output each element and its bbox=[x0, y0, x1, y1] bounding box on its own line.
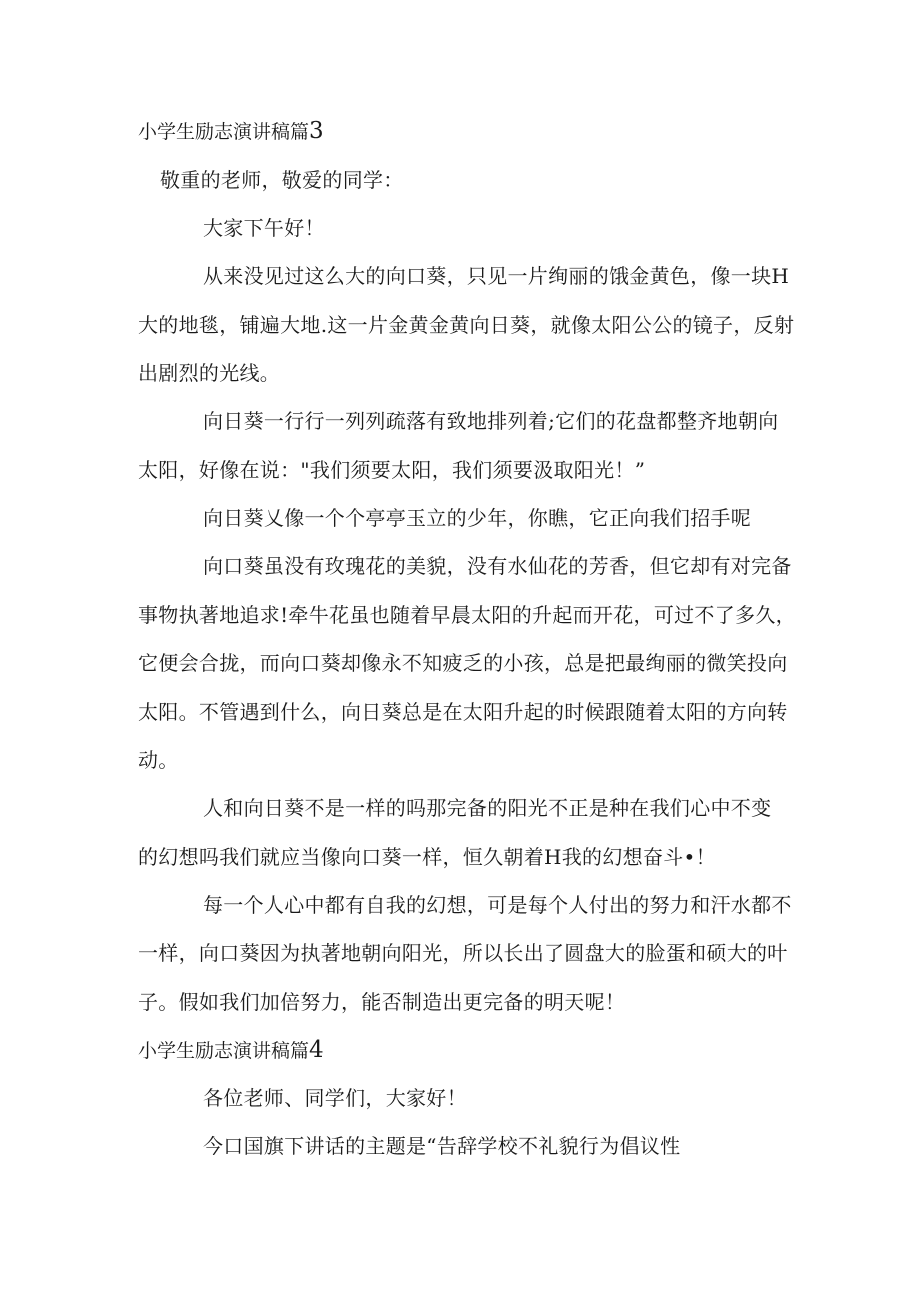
paragraph-line: 大的地毯，铺遍大地.这一片金黄金黄向日葵，就像太阳公公的镜子，反射 bbox=[138, 313, 795, 337]
paragraph-line: 的幻想吗我们就应当像向口葵一样，恒久朝着H我的幻想奋斗•！ bbox=[138, 845, 716, 869]
paragraph-line: 人和向日葵不是一样的吗那完备的阳光不正是种在我们心中不变 bbox=[203, 796, 772, 820]
paragraph-line: 向口葵虽没有玫瑰花的美貌，没有水仙花的芳香，但它却有对完备 bbox=[203, 554, 792, 578]
paragraph-line: 从来没见过这么大的向口葵，只见一片绚丽的饿金黄色，像一块H bbox=[203, 264, 790, 288]
paragraph-line: 它便会合拢，而向口葵却像永不知疲乏的小孩，总是把最绚丽的微笑投向 bbox=[138, 651, 788, 675]
paragraph-line: 太阳，好像在说："我们须要太阳，我们须要汲取阳光！” bbox=[138, 458, 646, 482]
paragraph-line: 每一个人心中都有自我的幻想，可是每个人付出的努力和汗水都不 bbox=[203, 893, 792, 917]
salutation: 敬重的老师，敬爱的同学： bbox=[160, 168, 404, 192]
paragraph-line: 今口国旗下讲话的主题是“告辞学校不礼貌行为倡议性 bbox=[203, 1134, 681, 1158]
paragraph-line: 一样，向口葵因为执著地朝向阳光，所以长出了圆盘大的脸蛋和硕大的叶 bbox=[138, 941, 788, 965]
greeting: 各位老师、同学们，大家好！ bbox=[203, 1086, 467, 1110]
paragraph-line: 动。 bbox=[138, 748, 179, 772]
paragraph-line: 向日葵乂像一个个亭亭玉立的少年，你瞧，它正向我们招手呢 bbox=[203, 506, 752, 530]
greeting: 大家下午好！ bbox=[203, 216, 325, 240]
paragraph-line: 事物执著地追求!牵牛花虽也随着早晨太阳的升起而开花，可过不了多久， bbox=[138, 603, 796, 627]
section-4-title: 小学生励志演讲稿篇4 bbox=[138, 1037, 324, 1063]
section-3-title: 小学生励志演讲稿篇3 bbox=[138, 118, 324, 144]
paragraph-line: 向日葵一行行一列列疏落有致地排列着;它们的花盘都整齐地朝向 bbox=[203, 409, 779, 433]
paragraph-line: 太阳。不管遇到什么，向日葵总是在太阳升起的时候跟随着太阳的方向转 bbox=[138, 700, 788, 724]
paragraph-line: 出剧烈的光线。 bbox=[138, 361, 281, 385]
paragraph-line: 子。假如我们加倍努力，能否制造出更完备的明天呢！ bbox=[138, 990, 626, 1014]
